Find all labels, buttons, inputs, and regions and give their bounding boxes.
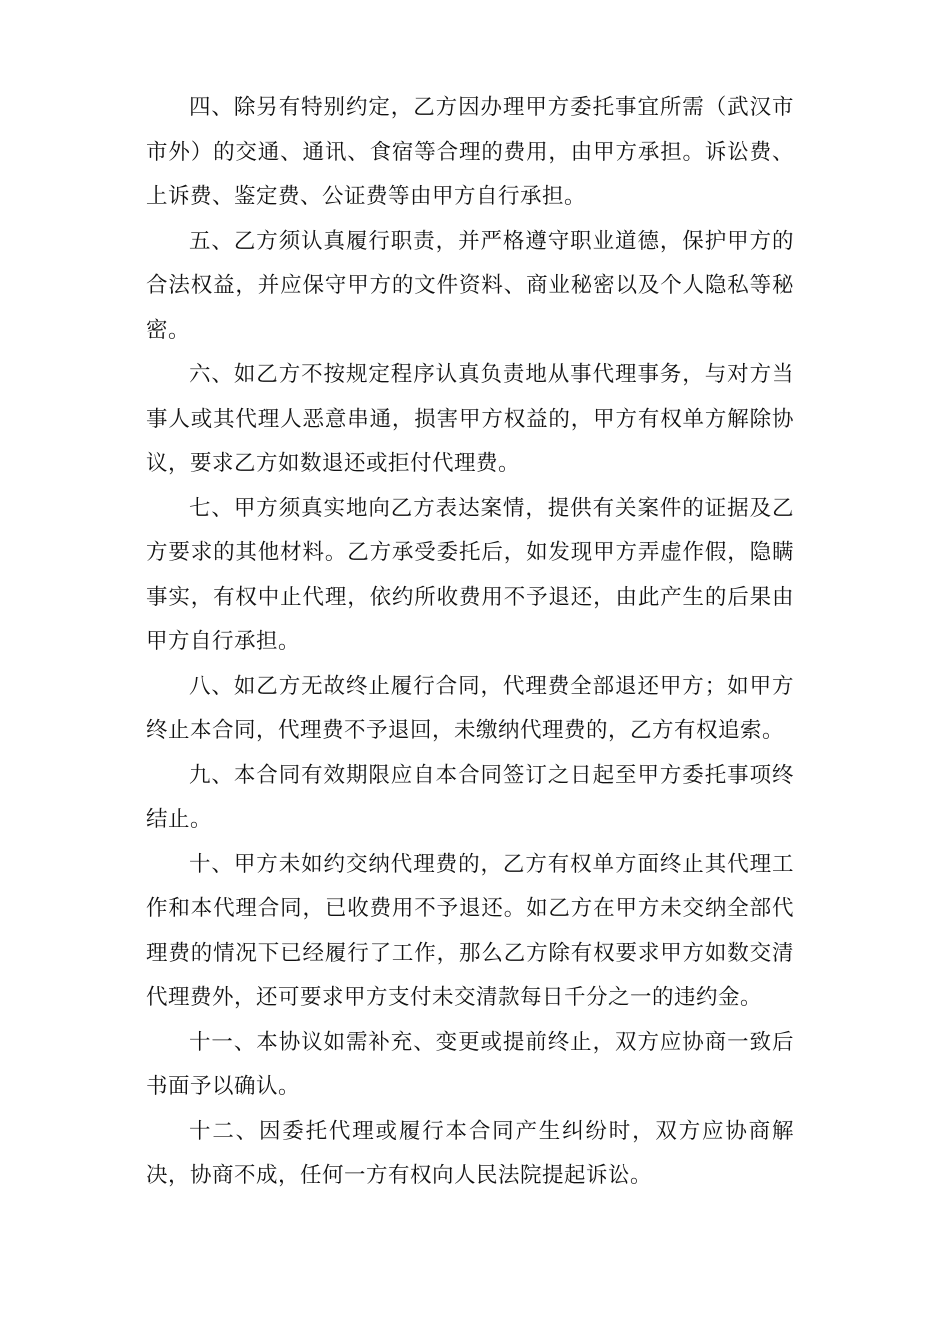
clause-9-paragraph: 九、本合同有效期限应自本合同签订之日起至甲方委托事项终结止。 bbox=[146, 762, 794, 832]
clause-12-paragraph: 十二、因委托代理或履行本合同产生纠纷时，双方应协商解决，协商不成，任何一方有权向人民法院提起诉讼。 bbox=[146, 1118, 794, 1188]
clause-4-paragraph: 四、除另有特别约定，乙方因办理甲方委托事宜所需（武汉市市外）的交通、通讯、食宿等合理的费用，由甲方承担。诉讼费、上诉费、鉴定费、公证费等由甲方自行承担。 bbox=[146, 95, 794, 209]
clause-10-paragraph: 十、甲方未如约交纳代理费的，乙方有权单方面终止其代理工作和本代理合同，已收费用不予退还。如乙方在甲方未交纳全部代理费的情况下已经履行了工作，那么乙方除有权要求甲方如数交清代理费外，还可要求甲方支付未交清款每日千分之一的违约金。 bbox=[146, 851, 794, 1010]
clause-7-paragraph: 七、甲方须真实地向乙方表达案情，提供有关案件的证据及乙方要求的其他材料。乙方承受委托后，如发现甲方弄虚作假，隐瞒事实，有权中止代理，依约所收费用不予退还，由此产生的后果由甲方自行承担。 bbox=[146, 495, 794, 654]
clause-5-paragraph: 五、乙方须认真履行职责，并严格遵守职业道德，保护甲方的合法权益，并应保守甲方的文件资料、商业秘密以及个人隐私等秘密。 bbox=[146, 228, 794, 343]
clause-11-paragraph: 十一、本协议如需补充、变更或提前终止，双方应协商一致后书面予以确认。 bbox=[146, 1029, 794, 1099]
clause-8-paragraph: 八、如乙方无故终止履行合同，代理费全部退还甲方；如甲方终止本合同，代理费不予退回，未缴纳代理费的，乙方有权追索。 bbox=[146, 673, 794, 743]
clause-6-paragraph: 六、如乙方不按规定程序认真负责地从事代理事务，与对方当事人或其代理人恶意串通，损害甲方权益的，甲方有权单方解除协议，要求乙方如数退还或拒付代理费。 bbox=[146, 362, 794, 476]
contract-body bbox=[146, 86, 794, 1199]
